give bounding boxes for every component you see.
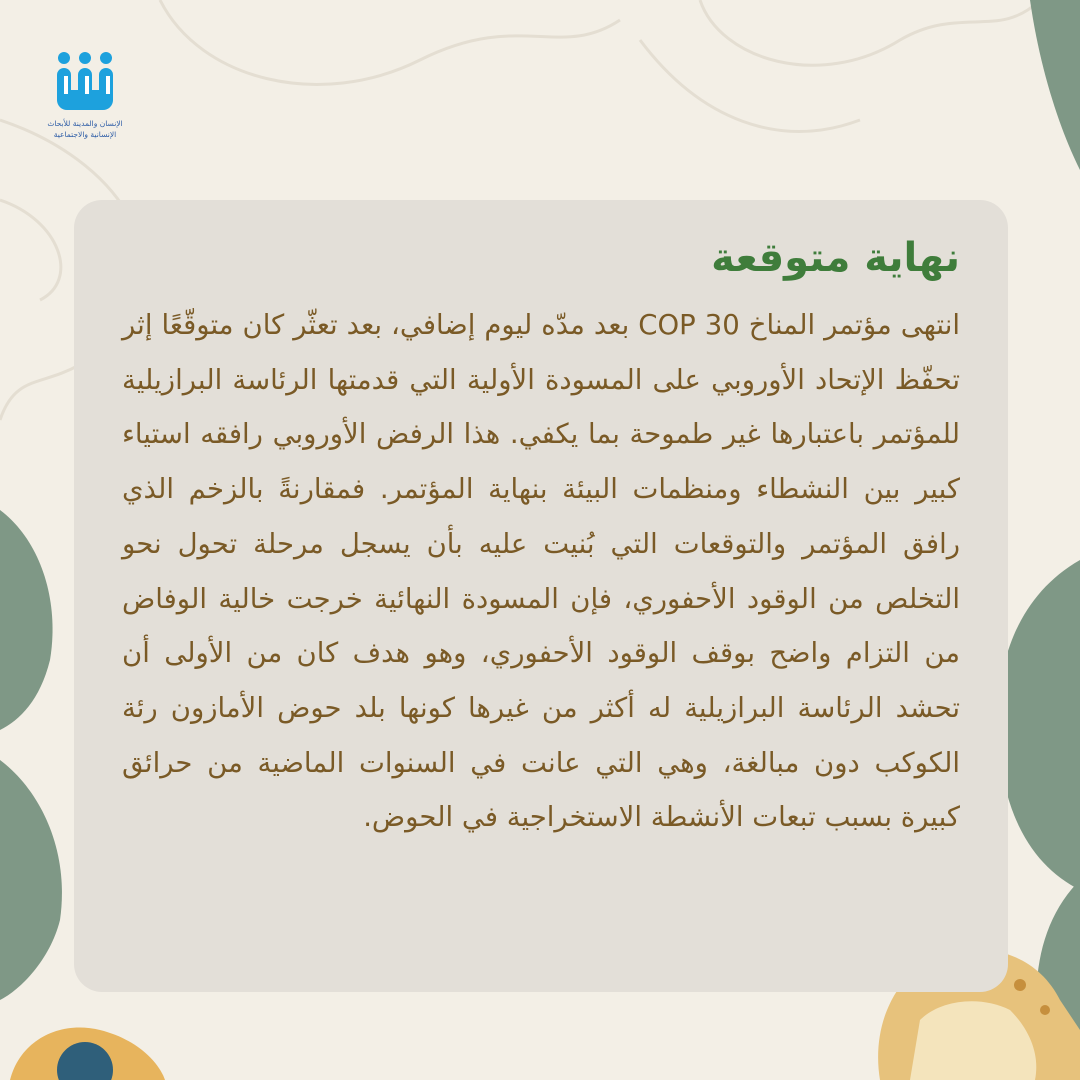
flower-bottom-left (10, 1027, 165, 1080)
brand-logo (40, 50, 130, 160)
leaf-top-right (1030, 0, 1080, 170)
article-body: انتهى مؤتمر المناخ COP 30 بعد مدّه ليوم إضافي، بعد تعثّر كان متوقّعًا إثر تحفّظ الإتحاد الأوروبي على المسودة الأولية التي قدمتها الرئاسة البرازيلية للمؤتمر باعتبارها غير طموحة بما يكفي. هذا الرفض الأوروبي رافقه استياء كبير بين النشطاء ومنظمات البيئة بنهاية المؤتمر. فمقارنةً بالزخم الذي رافق المؤتمر والتوقعات التي بُنيت عليه بأن يسجل مرحلة تحول نحو التخلص من الوقود الأحفوري، فإن المسودة النهائية خرجت خالية الوفاض من التزام واضح بوقف الوقود الأحفوري، وهو هدف كان من الأولى أن تحشد الرئاسة البرازيلية له أكثر من غيرها كونها بلد حوض الأمازون رئة الكوكب دون مبالغة، وهي التي عانت في السنوات الماضية من حرائق كبيرة بسبب تبعات الأنشطة الاستخراجية في الحوض. (122, 309, 960, 834)
article-title: نهاية متوقعة (711, 235, 960, 281)
leaf-left (0, 510, 62, 1000)
logo-icon (54, 50, 116, 114)
article-card (74, 200, 1008, 992)
logo-text-line-2: الإنسانية والاجتماعية (53, 130, 117, 139)
logo-text-line-1: الإنسان والمدينة للأبحاث (47, 119, 123, 128)
